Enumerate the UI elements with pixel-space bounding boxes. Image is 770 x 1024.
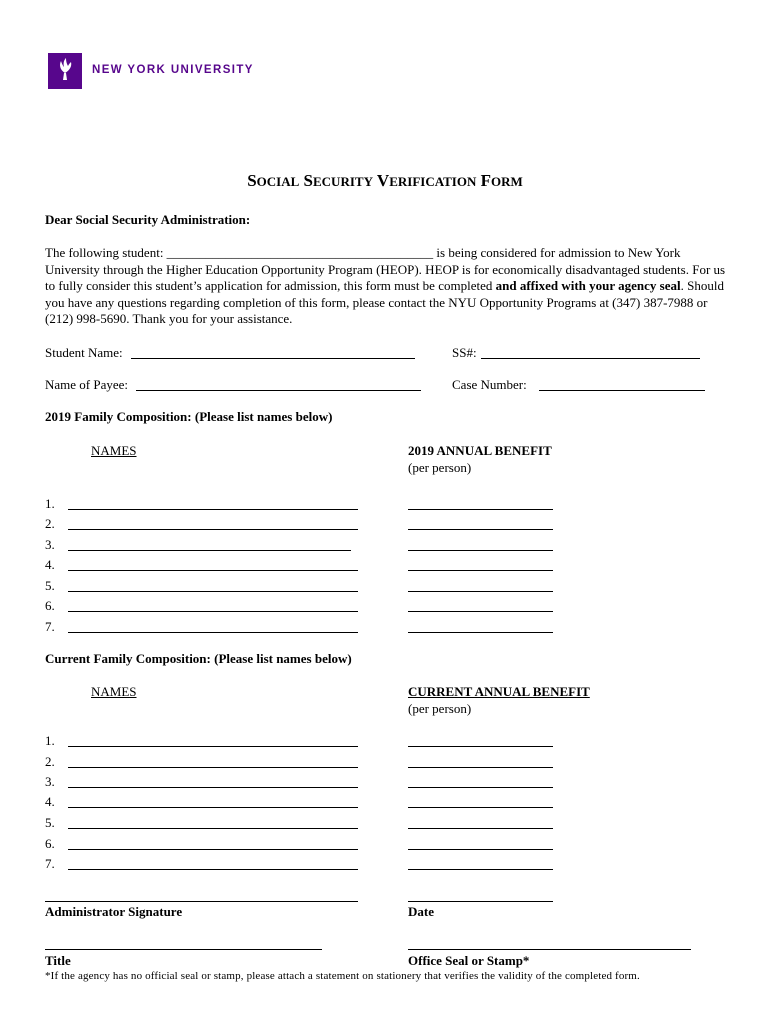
row-number: 2. [45, 754, 55, 769]
name-line[interactable] [68, 746, 358, 747]
date-line[interactable] [408, 901, 553, 902]
logo-wordmark: NEW YORK UNIVERSITY [92, 64, 254, 76]
title-line[interactable] [45, 949, 322, 950]
name-line[interactable] [68, 591, 358, 592]
benefit-line[interactable] [408, 746, 553, 747]
per-person-2019: (per person) [408, 460, 472, 475]
payee-label: Name of Payee: [45, 377, 129, 392]
seal-line[interactable] [408, 949, 691, 950]
seal-label: Office Seal or Stamp* [408, 953, 530, 968]
name-line[interactable] [68, 767, 358, 768]
form-title: SOCIAL SECURITY VERIFICATION FORM [247, 171, 523, 190]
benefit-line[interactable] [408, 787, 553, 788]
benefit-line[interactable] [408, 767, 553, 768]
name-line[interactable] [68, 869, 358, 870]
title-label: Title [45, 953, 71, 968]
name-line[interactable] [68, 807, 358, 808]
admin-signature-label: Administrator Signature [45, 904, 183, 919]
name-line[interactable] [68, 849, 358, 850]
row-number: 1. [45, 496, 55, 511]
nyu-logo [48, 53, 82, 89]
row-number: 2. [45, 516, 55, 531]
section-current-heading: Current Family Composition: (Please list names below) [45, 651, 352, 666]
benefit-line[interactable] [408, 611, 553, 612]
row-number: 3. [45, 537, 55, 552]
benefit-line[interactable] [408, 828, 553, 829]
case-number-field[interactable] [539, 390, 705, 391]
benefit-line[interactable] [408, 869, 553, 870]
row-number: 7. [45, 856, 55, 871]
benefit-line[interactable] [408, 550, 553, 551]
name-line[interactable] [68, 828, 358, 829]
name-line[interactable] [68, 570, 358, 571]
row-number: 4. [45, 557, 55, 572]
name-line[interactable] [68, 509, 358, 510]
benefit-line[interactable] [408, 509, 553, 510]
benefit-line[interactable] [408, 632, 553, 633]
name-line[interactable] [68, 632, 358, 633]
ss-field[interactable] [481, 358, 700, 359]
name-line[interactable] [68, 611, 358, 612]
benefit-line[interactable] [408, 849, 553, 850]
names-header-current: NAMES [91, 684, 137, 699]
benefit-header-current: CURRENT ANNUAL BENEFIT [408, 684, 590, 699]
footnote: *If the agency has no official seal or stamp, please attach a statement on stationery that verifies the validity of the completed form. [45, 970, 640, 982]
per-person-current: (per person) [408, 701, 472, 716]
benefit-line[interactable] [408, 807, 553, 808]
date-label: Date [408, 904, 434, 919]
name-line[interactable] [68, 550, 351, 551]
torch-icon [48, 53, 82, 89]
row-number: 3. [45, 774, 55, 789]
student-name-label: Student Name: [45, 345, 123, 360]
admin-signature-line[interactable] [45, 901, 358, 902]
names-header-2019: NAMES [91, 443, 137, 458]
salutation: Dear Social Security Administration: [45, 212, 251, 227]
case-number-label: Case Number: [452, 377, 527, 392]
benefit-header-2019: 2019 ANNUAL BENEFIT [408, 443, 552, 458]
row-number: 5. [45, 815, 55, 830]
row-number: 5. [45, 578, 55, 593]
name-line[interactable] [68, 529, 358, 530]
benefit-line[interactable] [408, 591, 553, 592]
benefit-line[interactable] [408, 570, 553, 571]
row-number: 4. [45, 794, 55, 809]
row-number: 6. [45, 598, 55, 613]
benefit-line[interactable] [408, 529, 553, 530]
payee-field[interactable] [136, 390, 421, 391]
section-2019-heading: 2019 Family Composition: (Please list names below) [45, 409, 333, 424]
row-number: 7. [45, 619, 55, 634]
row-number: 1. [45, 733, 55, 748]
intro-paragraph: The following student: _________________________________________ is being considered for admission to New York University through the Higher Education Opportunity Program (HEOP). HEOP is for economically disadvantaged students. For us to fully consider this student’s application for admission, this form must be completed and affixed with your agency seal. Should you have any questions regarding completion of this form, please contact the NYU Opportunity Programs at (347) 387-7988 or (212) 998-5690. Thank you for your assistance. [45, 245, 726, 326]
row-number: 6. [45, 836, 55, 851]
ss-label: SS#: [452, 345, 477, 360]
student-name-field[interactable] [131, 358, 415, 359]
name-line[interactable] [68, 787, 358, 788]
